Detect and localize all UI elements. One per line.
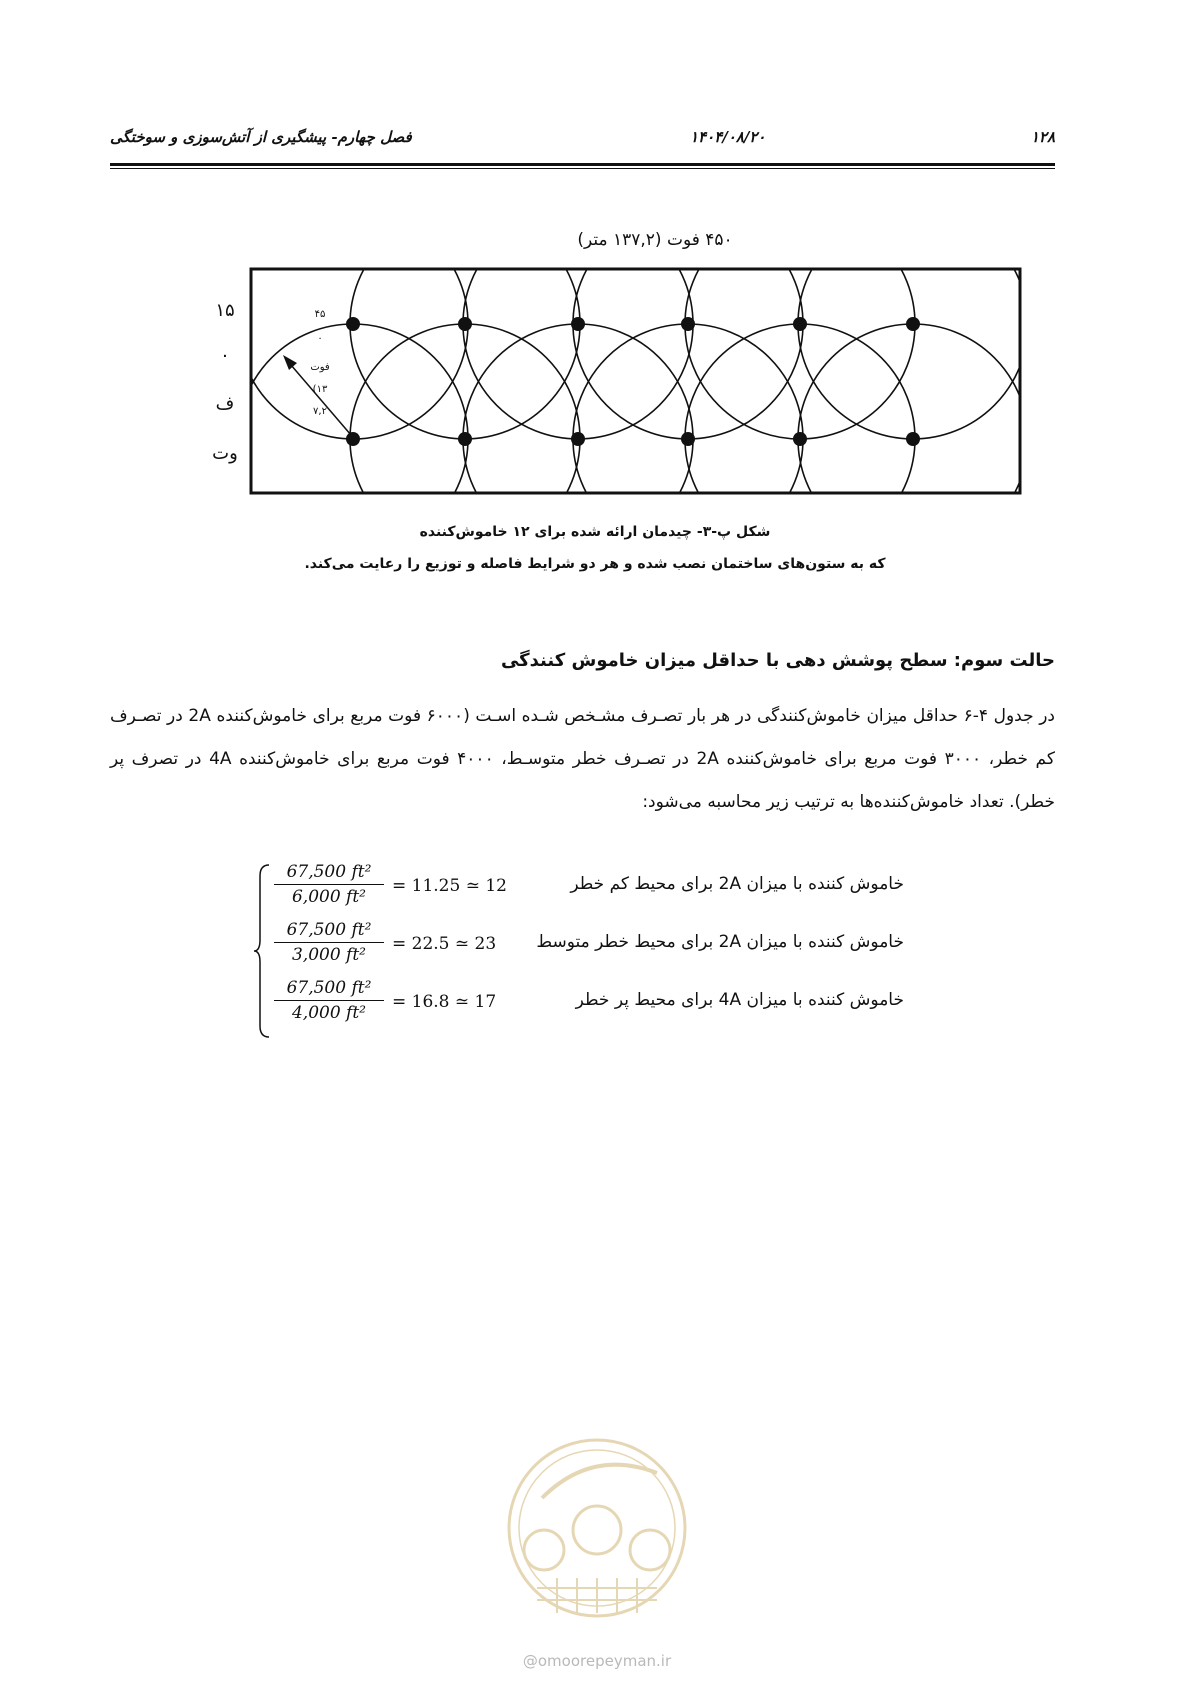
- formula-result: = 22.5 ≃ 23: [392, 934, 497, 954]
- gear-icon: [524, 1530, 564, 1570]
- radius-label-5: ۷,۲: [313, 406, 327, 417]
- extinguisher-point: [793, 432, 807, 446]
- fraction: [274, 978, 384, 1023]
- page-header: [110, 128, 1055, 162]
- calculation-block: [252, 862, 932, 1040]
- radius-label-3: فوت: [310, 362, 330, 373]
- figure-height-label-1: ۱۵: [215, 300, 235, 321]
- extinguisher-point: [571, 317, 585, 331]
- formula-result: = 11.25 ≃ 12: [392, 876, 507, 896]
- figure-caption-line2: که به ستون‌های ساختمان نصب شده و هر دو شرایط فاصله و توزیع را رعایت می‌کند.: [304, 556, 886, 572]
- fraction: [274, 862, 384, 907]
- extinguisher-point: [458, 432, 472, 446]
- extinguisher-points: [346, 317, 920, 446]
- figure-width-label: ۴۵۰ فوت (۱۳۷,۲ متر): [577, 230, 733, 250]
- extinguisher-point: [346, 432, 360, 446]
- extinguisher-point: [906, 317, 920, 331]
- radius-label-2: ۰: [317, 333, 323, 344]
- header-rule-thick: [110, 163, 1055, 166]
- fraction: [274, 920, 384, 965]
- extinguisher-point: [681, 317, 695, 331]
- coverage-circles: [245, 265, 1025, 495]
- watermark-url: @omoorepeyman.ir: [522, 1652, 672, 1670]
- gear-icon: [630, 1530, 670, 1570]
- extinguisher-point: [906, 432, 920, 446]
- extinguisher-point: [346, 317, 360, 331]
- coverage-circle: [463, 324, 693, 495]
- formula-row: [274, 920, 924, 976]
- left-brace: [252, 862, 272, 1040]
- chapter-title: فصل چهارم- پیشگیری از آتش‌سوزی و سوختگی: [110, 128, 412, 146]
- numerator: 67,500 ft²: [274, 862, 384, 885]
- figure-height-label-2: ۰: [220, 345, 230, 366]
- denominator: 3,000 ft²: [291, 945, 366, 965]
- radius-label-1: ۴۵: [314, 309, 326, 320]
- formula-row: [274, 978, 924, 1034]
- section-heading: حالت سوم: سطح پوشش دهی با حداقل میزان خاموش کنندگی: [500, 650, 1055, 671]
- formula-label: خاموش کننده با میزان 2A برای محیط خطر متوسط: [536, 932, 904, 952]
- extinguisher-point: [681, 432, 695, 446]
- extinguisher-point: [458, 317, 472, 331]
- numerator: 67,500 ft²: [274, 978, 384, 1001]
- grid-icon: [537, 1578, 657, 1613]
- extinguisher-point: [793, 317, 807, 331]
- header-date: ۱۴۰۴/۰۸/۲۰: [690, 128, 766, 146]
- calligraphy-swash: [542, 1465, 657, 1498]
- gear-icon: [573, 1506, 621, 1554]
- coverage-circle: [245, 324, 468, 495]
- formula-row: [274, 862, 924, 918]
- figure-height-label-4: وت: [212, 443, 238, 464]
- radius-arrow-head: [283, 355, 297, 370]
- extinguisher-layout-diagram: [245, 265, 1025, 495]
- denominator: 4,000 ft²: [291, 1003, 366, 1023]
- body-paragraph: در جدول ۴-۶ حداقل میزان خاموش‌کنندگی در هر بار تصـرف مشـخص شـده اسـت (۶۰۰۰ فوت مربع برای خاموش‌کننده 2A در تصـرف کم خطر، ۳۰۰۰ فوت مربع برای خاموش‌کننده 2A در تصـرف خطر متوسـط، ۴۰۰۰ فوت مربع برای خاموش‌کننده 4A در تصرف پر خطر). تعداد خاموش‌کننده‌ها به ترتیب زیر محاسبه می‌شود:: [110, 706, 1055, 812]
- denominator: 6,000 ft²: [291, 887, 366, 907]
- header-rule-thin: [110, 168, 1055, 169]
- page-number: ۱۲۸: [1030, 128, 1055, 146]
- formula-label: خاموش کننده با میزان 4A برای محیط پر خطر: [575, 990, 904, 1010]
- formula-label: خاموش کننده با میزان 2A برای محیط کم خطر: [570, 874, 904, 894]
- numerator: 67,500 ft²: [274, 920, 384, 943]
- radius-label-4: (۱۳: [312, 384, 328, 395]
- figure-height-label-3: ف: [215, 393, 235, 414]
- formula-result: = 16.8 ≃ 17: [392, 992, 497, 1012]
- figure-caption-line1: شکل پ-۳- چیدمان ارائه شده برای ۱۲ خاموش‌کننده: [419, 524, 771, 540]
- extinguisher-point: [571, 432, 585, 446]
- watermark-logo: [482, 1418, 712, 1678]
